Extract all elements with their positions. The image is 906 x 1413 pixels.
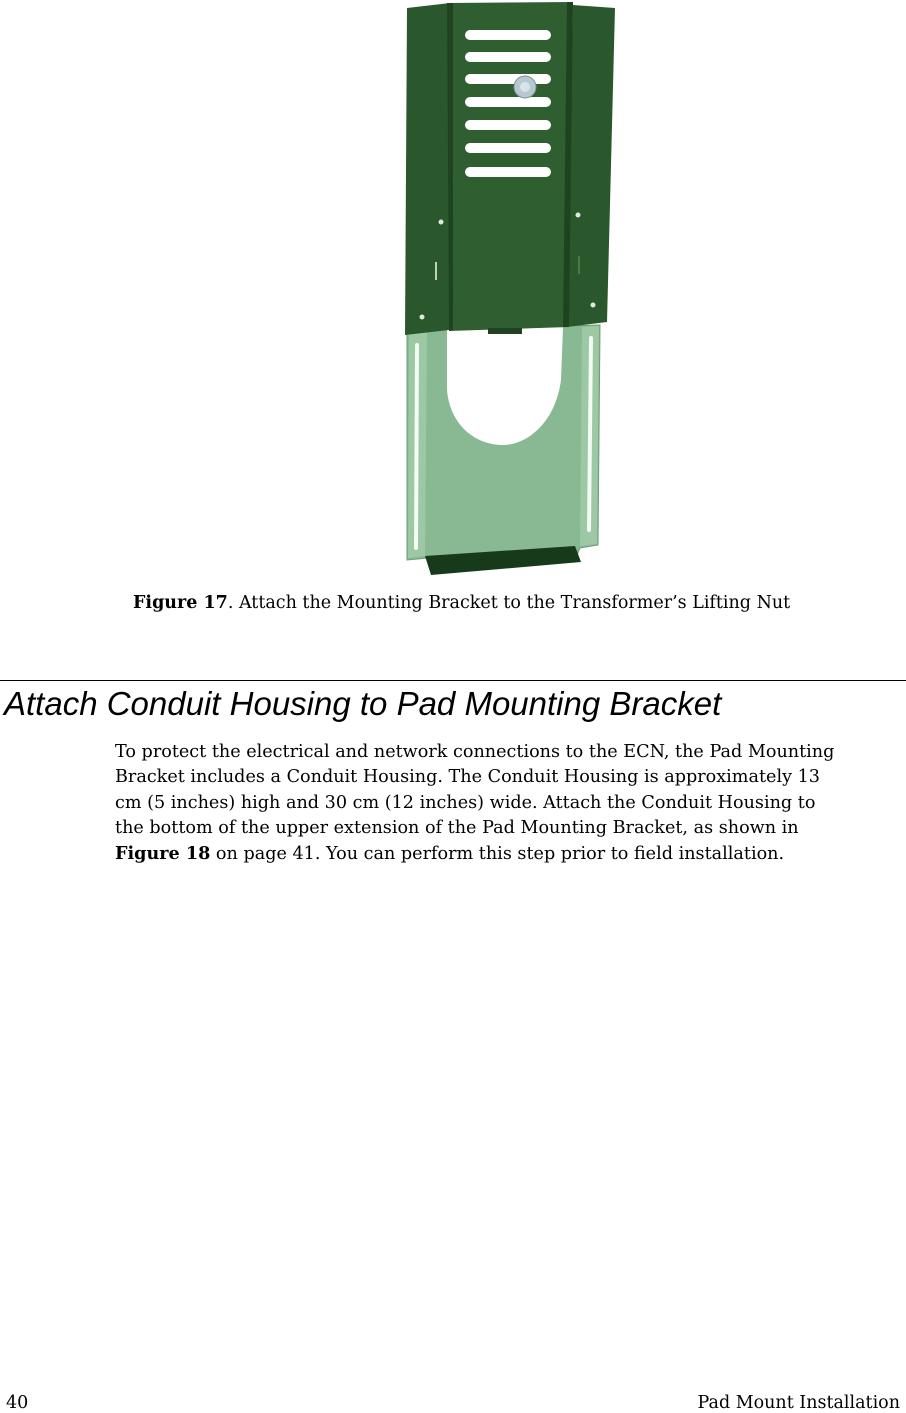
screw: [439, 220, 444, 225]
body-line: the bottom of the upper extension of the Pad Mounting Bracket, as shown in: [115, 817, 799, 838]
body-line: To protect the electrical and network connections to the ECN, the Pad Mounting: [115, 742, 835, 762]
figure-caption: [133, 593, 790, 613]
footer-section-name: Pad Mount Installation: [697, 1393, 900, 1413]
upper-bracket-left-flange: [405, 3, 450, 335]
figure-caption-text: . Attach the Mounting Bracket to the Transformer’s Lifting Nut: [227, 593, 791, 613]
vent-slot: [465, 143, 551, 153]
body-line: Bracket includes a Conduit Housing. The Conduit Housing is approximately 13: [115, 767, 820, 788]
vent-slot: [465, 97, 551, 107]
upper-bracket-right-flange: [567, 5, 615, 327]
screw: [576, 213, 581, 218]
vent-slot: [465, 30, 551, 40]
page-number: 40: [6, 1393, 29, 1413]
vent-slot: [465, 120, 551, 130]
screw: [591, 303, 596, 308]
mounting-bracket-illustration: [395, 0, 615, 580]
screw: [420, 315, 425, 320]
mounting-bracket-figure: [395, 0, 615, 580]
section-heading: Attach Conduit Housing to Pad Mounting Bracket: [4, 685, 722, 722]
flange-slot: [435, 262, 437, 280]
vent-slot: [465, 74, 551, 84]
body-line: cm (5 inches) high and 30 cm (12 inches) wide. Attach the Conduit Housing to: [115, 792, 816, 813]
center-notch: [488, 328, 522, 334]
right-rail-slot: [589, 338, 591, 530]
body-line: [115, 841, 895, 867]
section-body: [115, 740, 895, 867]
figure-reference-link[interactable]: Figure 18: [115, 843, 211, 865]
body-line-rest: on page 41. You can perform this step prior to field installation.: [210, 844, 785, 865]
vent-slot: [465, 52, 551, 62]
left-rail-slot: [416, 345, 417, 548]
vent-slot: [465, 167, 551, 177]
upper-bracket-face: [447, 2, 573, 331]
figure-label: Figure 17: [133, 593, 228, 613]
flange-slot: [578, 256, 580, 274]
section-divider: [0, 680, 906, 681]
